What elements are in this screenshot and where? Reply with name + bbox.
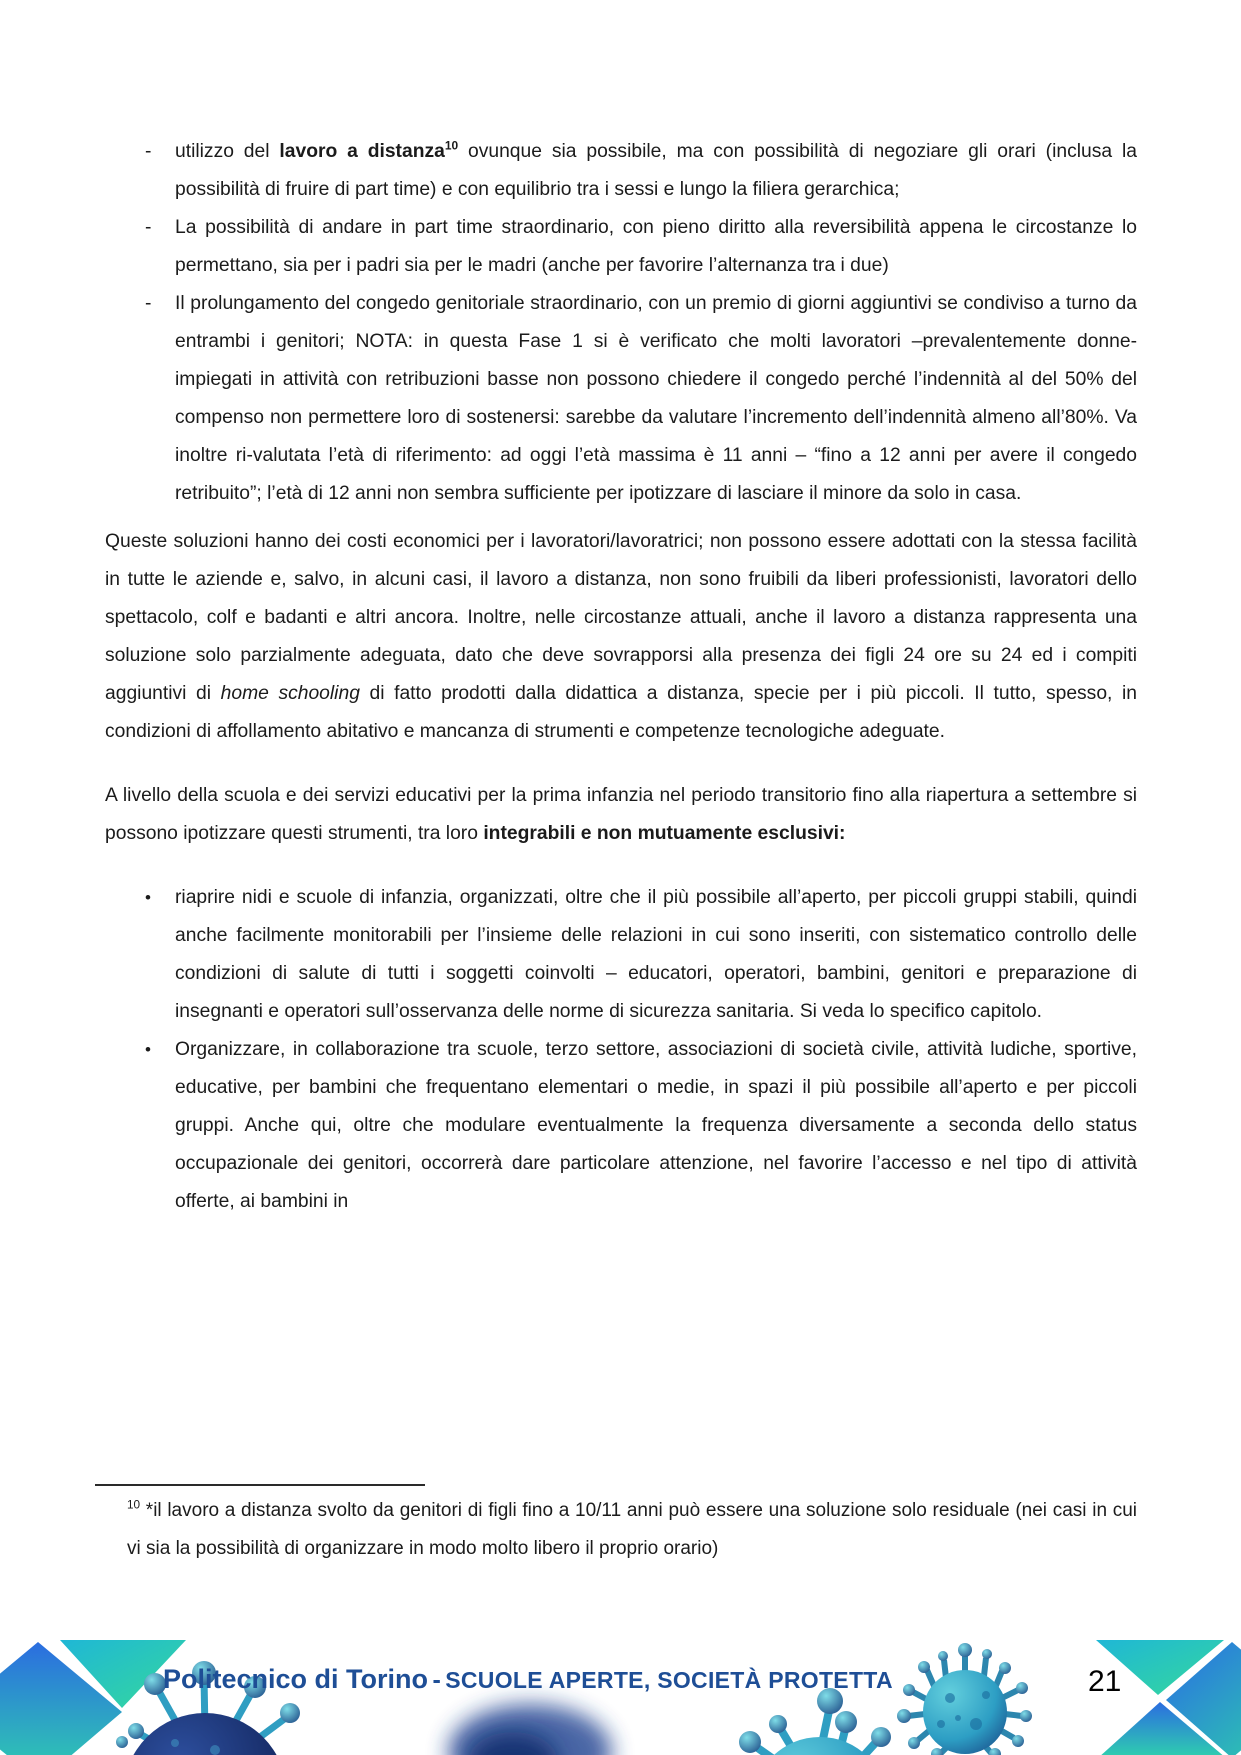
round-bullet: • <box>145 888 151 907</box>
document-body <box>105 0 1137 1221</box>
dash-bullet: - <box>145 141 152 162</box>
list-item <box>105 1031 1137 1221</box>
paragraph: A livello della scuola e dei servizi educativi per la prima infanzia nel periodo transitorio fino alla riapertura a settembre si possono ipotizzare questi strumenti, tra loro integrabili e non mutuamente esclusivi: <box>105 785 1137 844</box>
dash-bullet-list <box>105 133 1137 513</box>
footer-title <box>163 1664 893 1695</box>
round-bullet-list <box>105 879 1137 1221</box>
list-item-text: utilizzo del lavoro a distanza$^{10}$ ovunque sia possibile, ma con possibilità di negoziare gli orari (inclusa la possibilità di fruire di part time) e con equilibrio tra i sessi e lungo la filiera gerarchica; <box>175 138 1137 200</box>
footer-separator: - <box>432 1666 441 1694</box>
dash-bullet: - <box>145 293 152 314</box>
list-item-text: Organizzare, in collaborazione tra scuole, terzo settore, associazioni di società civile, attività ludiche, sportive, educative, per bambini che frequentano elementari o medie, in spazi il più possibile all’aperto e per piccoli gruppi. Anche qui, oltre che modulare eventualmente la frequenza diversamente a seconda dello status occupazionale dei genitori, occorrerà dare particolare attenzione, nel favorire l’accesso e nel tipo di attività offerte, ai bambini in <box>175 1039 1137 1212</box>
list-item <box>105 285 1137 513</box>
footnote-divider <box>95 1484 425 1486</box>
list-item <box>105 133 1137 209</box>
footer-brand: Politecnico di Torino <box>163 1664 429 1694</box>
round-bullet: • <box>145 1040 151 1059</box>
list-item-text: riaprire nidi e scuole di infanzia, organizzati, oltre che il più possibile all’aperto, per piccoli gruppi stabili, quindi anche facilmente monitorabili per l’insieme delle relazioni in cui sono inseriti, con sistematico controllo delle condizioni di salute di tutti i soggetti coinvolti – educatori, operatori, bambini, genitori e preparazione di insegnanti e operatori sull’osservanza delle norme di sicurezza sanitaria. Si veda lo specifico capitolo. <box>175 887 1137 1022</box>
footnote-area <box>105 1484 1137 1568</box>
list-item <box>105 209 1137 285</box>
paragraph: Queste soluzioni hanno dei costi economici per i lavoratori/lavoratrici; non possono essere adottati con la stessa facilità in tutte le aziende e, salvo, in alcuni casi, il lavoro a distanza, non sono fruibili da liberi professionisti, lavoratori dello spettacolo, colf e badanti e altri ancora. Inoltre, nelle circostanze attuali, anche il lavoro a distanza rappresenta una soluzione solo parzialmente adeguata, dato che deve sovrapporsi alla presenza dei figli 24 ore su 24 ed i compiti aggiuntivi di home schooling di fatto prodotti dalla didattica a distanza, specie per i più piccoli. Il tutto, spesso, in condizioni di affollamento abitativo e mancanza di strumenti e competenze tecnologiche adeguate. <box>105 531 1137 742</box>
list-item-text: La possibilità di andare in part time straordinario, con pieno diritto alla reversibilità appena le circostanze lo permettano, sia per i padri sia per le madri (anche per favorire l’alternanza tra i due) <box>175 217 1137 276</box>
footer-subtitle: SCUOLE APERTE, SOCIETÀ PROTETTA <box>445 1667 893 1693</box>
list-item-text: Il prolungamento del congedo genitoriale straordinario, con un premio di giorni aggiuntivi se condiviso a turno da entrambi i genitori; NOTA: in questa Fase 1 si è verificato che molti lavoratori –prevalentemente donne- impiegati in attività con retribuzioni basse non possono chiedere il congedo perché l’indennità al del 50% del compenso non permettere loro di sostenersi: sarebbe da valutare l’incremento dell’indennità almeno all’80%. Va inoltre ri-valutata l’età di riferimento: ad oggi l’età massima è 11 anni – “fino a 12 anni per avere il congedo retribuito”; l’età di 12 anni non sembra sufficiente per ipotizzare di lasciare il minore da solo in casa. <box>175 293 1137 504</box>
page-footer <box>0 1640 1241 1755</box>
list-item <box>105 879 1137 1031</box>
dash-bullet: - <box>145 217 152 238</box>
footnote-text: $^{10}$ *il lavoro a distanza svolto da genitori di figli fino a 10/11 anni può essere una soluzione solo residuale (nei casi in cui vi sia la possibilità di organizzare in modo molto libero il proprio orario) <box>127 1498 1137 1559</box>
page-number: 21 <box>1088 1665 1122 1698</box>
footer-decoration <box>0 1640 1241 1755</box>
